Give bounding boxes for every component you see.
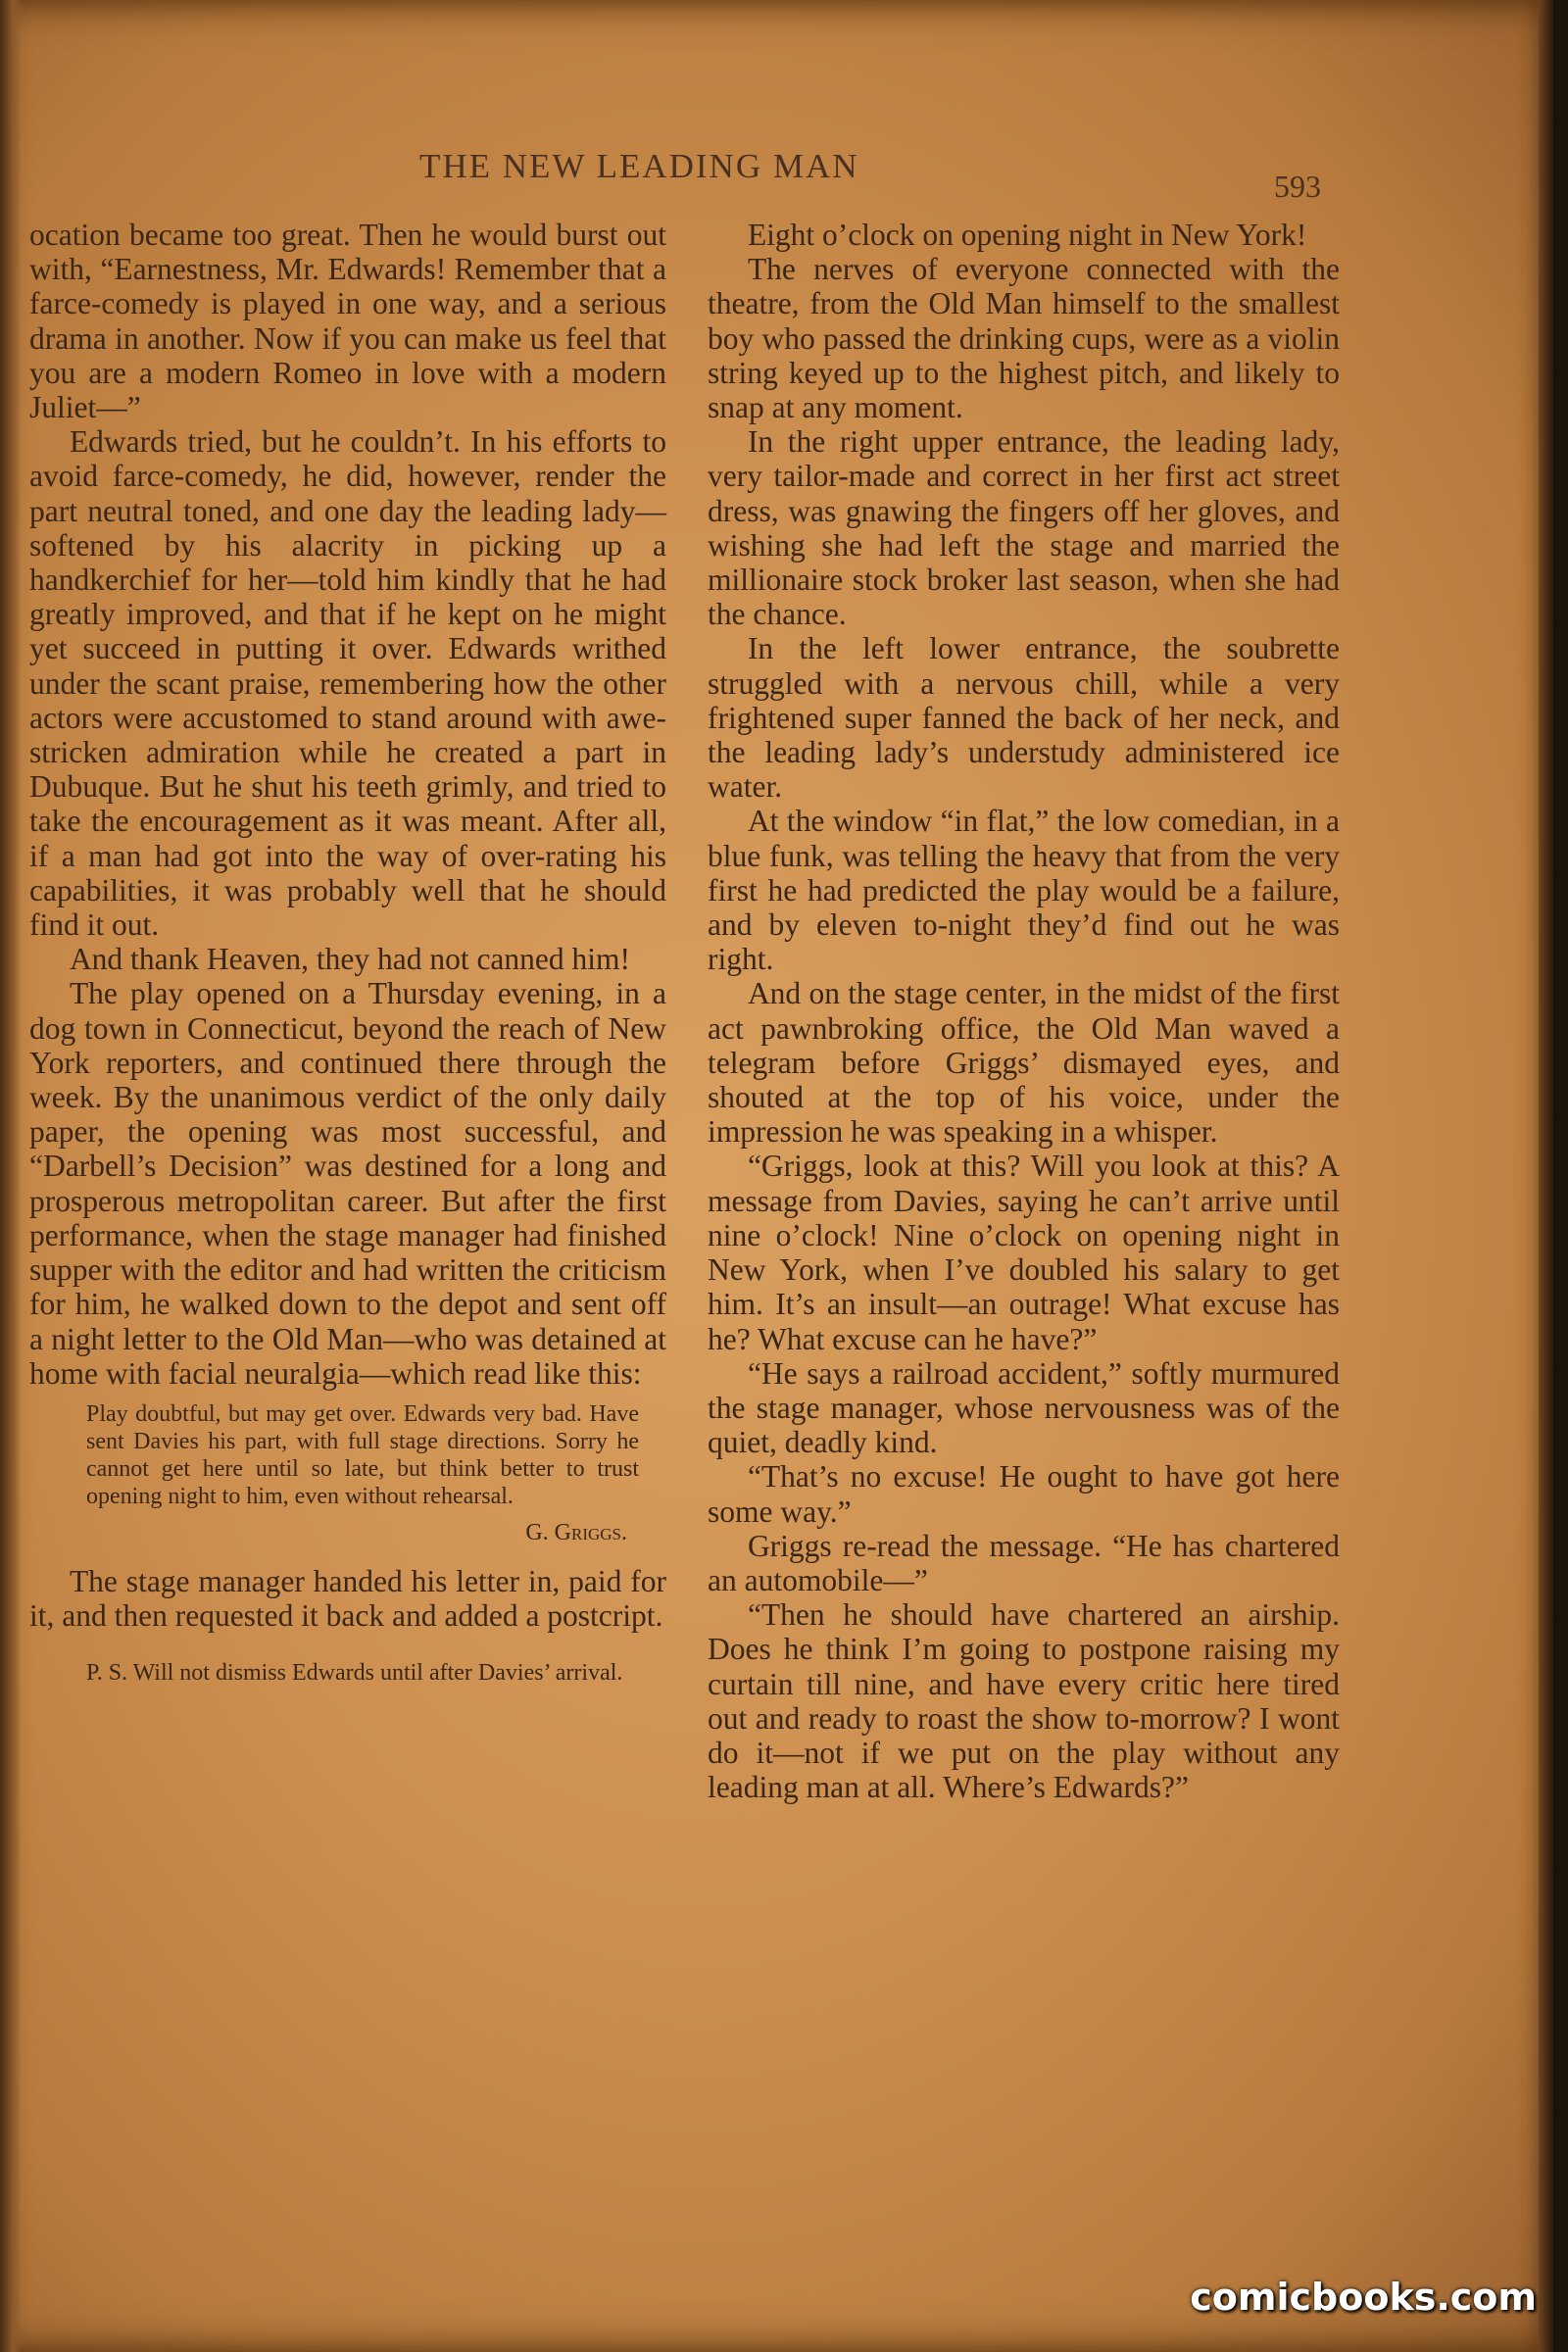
paragraph: “Griggs, look at this? Will you look at this? A message from Davies, saying he can’t arrive until nine o’clock! Nine o’clock on opening night in New York, when I’ve doubled his salary to get him. It’s an insult—an outrage! What excuse has he? What excuse can he have?”: [708, 1149, 1340, 1356]
paragraph: In the left lower entrance, the soubrette struggled with a nervous chill, while a very frightened super fanned the back of her neck, and the leading lady’s understudy administered ice water.: [708, 631, 1340, 805]
paragraph: The play opened on a Thursday evening, in a dog town in Connecticut, beyond the reach of New York reporters, and continued there through the week. By the unanimous verdict of the only daily paper, the opening was most successful, and “Darbell’s Decision” was destined for a long and prosperous metropolitan career. But after the first performance, when the stage manager had finished supper with the editor and had written the criticism for him, he walked down to the depot and sent off a night letter to the Old Man—who was detained at home with facial neuralgia—which read like this:: [29, 976, 666, 1391]
page-number: 593: [1274, 169, 1321, 204]
paragraph: ocation became too great. Then he would burst out with, “Earnestness, Mr. Edwards! Remember that a farce-comedy is played in one way, and a serious drama in another. Now if you can make us feel that you are a modern Romeo in love with a modern Juliet—”: [29, 218, 666, 425]
paragraph: The stage manager handed his letter in, paid for it, and then requested it back and added a postcript.: [29, 1564, 666, 1634]
paragraph: The nerves of everyone connected with the theatre, from the Old Man himself to the smallest boy who passed the drinking cups, were as a violin string keyed up to the highest pitch, and likely to snap at any moment.: [708, 252, 1340, 425]
page-edge: [1539, 0, 1553, 2352]
site-watermark: comicbooks.com: [1190, 2276, 1537, 2319]
paragraph: “He says a railroad accident,” softly murmured the stage manager, whose nervousness was of the quiet, deadly kind.: [708, 1355, 1340, 1460]
paragraph: “That’s no excuse! He ought to have got here some way.”: [708, 1459, 1340, 1529]
letter-signature: G. Griggs.: [525, 1519, 627, 1545]
postscript: P. S. Will not dismiss Edwards until after Davies’ arrival.: [86, 1659, 623, 1686]
paragraph: “Then he should have chartered an airship. Does he think I’m going to postpone raising my curtain till nine, and have every critic here tired out and ready to roast the show to-morrow? I wont do it—not if we put on the play without any leading man at all. Where’s Edwards?”: [708, 1597, 1340, 1805]
book-binding: [0, 0, 22, 2352]
left-column: [29, 218, 666, 1687]
paragraph: Edwards tried, but he couldn’t. In his efforts to avoid farce-comedy, he did, however, render the part neutral toned, and one day the leading lady—softened by his alacrity in picking up a handkerchief for her—told him kindly that he had greatly improved, and that if he kept on he might yet succeed in putting it over. Edwards writhed under the scant praise, remembering how the other actors were accustomed to stand around with awe-stricken admiration while he created a part in Dubuque. But he shut his teeth grimly, and tried to take the encouragement as it was meant. After all, if a man had got into the way of over-rating his capabilities, it was probably well that he should find it out.: [29, 424, 666, 943]
running-title: THE NEW LEADING MAN: [419, 147, 859, 185]
paragraph: And on the stage center, in the midst of the first act pawnbroking office, the Old Man waved a telegram before Griggs’ dismayed eyes, and shouted at the top of his voice, under the impression he was speaking in a whisper.: [708, 976, 1340, 1150]
paragraph: In the right upper entrance, the leading lady, very tailor-made and correct in her first act street dress, was gnawing the fingers off her gloves, and wishing she had left the stage and married the millionaire stock broker last season, when she had the chance.: [708, 424, 1340, 632]
right-column: [708, 218, 1340, 1804]
paragraph: Eight o’clock on opening night in New York!: [747, 218, 1307, 252]
telegram-letter: Play doubtful, but may get over. Edwards very bad. Have sent Davies his part, with full stage directions. Sorry he cannot get here until so late, but think better to trust opening night to him, even without rehearsal.: [86, 1400, 639, 1509]
paragraph: At the window “in flat,” the low comedian, in a blue funk, was telling the heavy that from the very first he had predicted the play would be a failure, and by eleven to-night they’d find out he was right.: [708, 804, 1340, 977]
paragraph: And thank Heaven, they had not canned him!: [69, 942, 631, 977]
paragraph: Griggs re-read the message. “He has chartered an automobile—”: [708, 1528, 1340, 1597]
